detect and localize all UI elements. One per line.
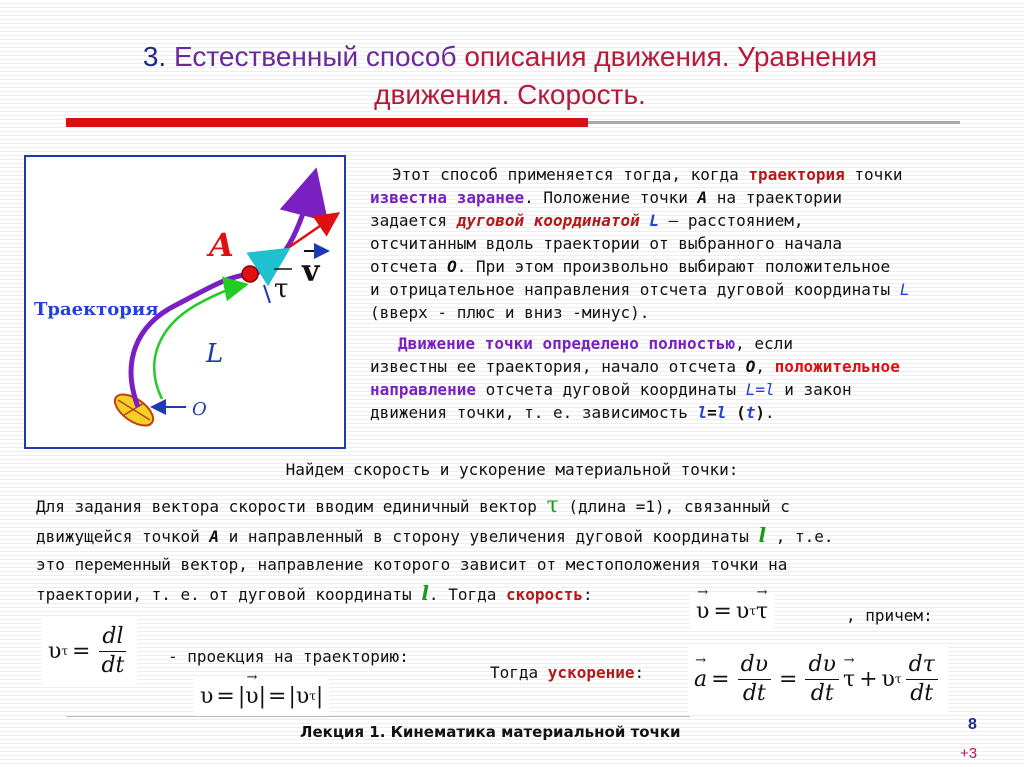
footer-lecture-title: Лекция 1. Кинематика материальной точки (300, 723, 681, 741)
trajectory-diagram (26, 157, 344, 447)
text-projection: - проекция на траекторию: (168, 647, 409, 666)
title-number: 3. (142, 41, 167, 72)
formula-velocity-vector: → υ = υ τ → τ (690, 592, 774, 630)
page-number: 8 (968, 716, 977, 733)
slide-title (60, 38, 960, 114)
trajectory-figure (24, 155, 346, 449)
title-part3: движения. Скорость. (374, 79, 646, 110)
label-l: L (206, 339, 224, 369)
formula-speed-magnitude: υ = | → υ | = | υ τ | (194, 676, 329, 716)
footer-divider (66, 716, 690, 717)
text-acceleration: Тогда ускорение: (490, 663, 645, 682)
tau-symbol: τ (546, 493, 559, 518)
formula-speed-projection: υ τ = $\frac{dl}{dt}$ (42, 618, 137, 684)
label-v: v (302, 254, 320, 289)
title-underline-gray (588, 121, 960, 124)
paragraph-velocity: Для задания вектора скорости вводим единичный вектор τ (длина =1), связанный с движущейся точкой A и направленный в сторону увеличения дуговой координаты l , т.е. это переменный вектор, направление которого зависит от местоположения точки на траектории, т. е. от дуговой координаты l. Тогда скорость: (36, 493, 834, 605)
label-a: A (209, 226, 234, 264)
page-plus-badge[interactable]: +3 (960, 745, 978, 762)
text-prichem: , причем: (846, 606, 933, 625)
center-heading: Найдем скорость и ускорение материальной точки: (285, 460, 739, 479)
point-a-dot (242, 266, 258, 282)
label-tau: τ (274, 274, 289, 304)
paragraph-motion-defined: Движение точки определено полностью, если известны ее траектория, начало отсчета O, положительное направление отсчета дуговой координаты L=l и закон движения точки, т. е. зависимость l=l (t). (370, 334, 900, 422)
arc-coordinate-arrow (154, 285, 244, 399)
label-trajectory: Траектория (34, 299, 159, 320)
paragraph-natural-method: Этот способ применяется тогда, когда траектория точки известна заранее. Положение точки A на траектории задается дуговой координатой L – расстоянием, отсчитанным вдоль траектории от выбранного начала отсчета O. При этом произвольно выбирают положительное и отрицательное направления отсчета дуговой координаты L (вверх - плюс и вниз -минус). (370, 165, 910, 322)
title-part1: Естественный способ (174, 41, 457, 72)
label-o: O (192, 399, 207, 420)
title-underline-red (66, 118, 588, 127)
formula-acceleration: → a = $\frac{d\upsilon}{dt}$ = $\frac{d\upsilon}{dt}$ → τ + υ τ $\frac{d\tau}{dt}$ (688, 646, 948, 712)
title-part2: описания движения. Уравнения (464, 41, 878, 72)
